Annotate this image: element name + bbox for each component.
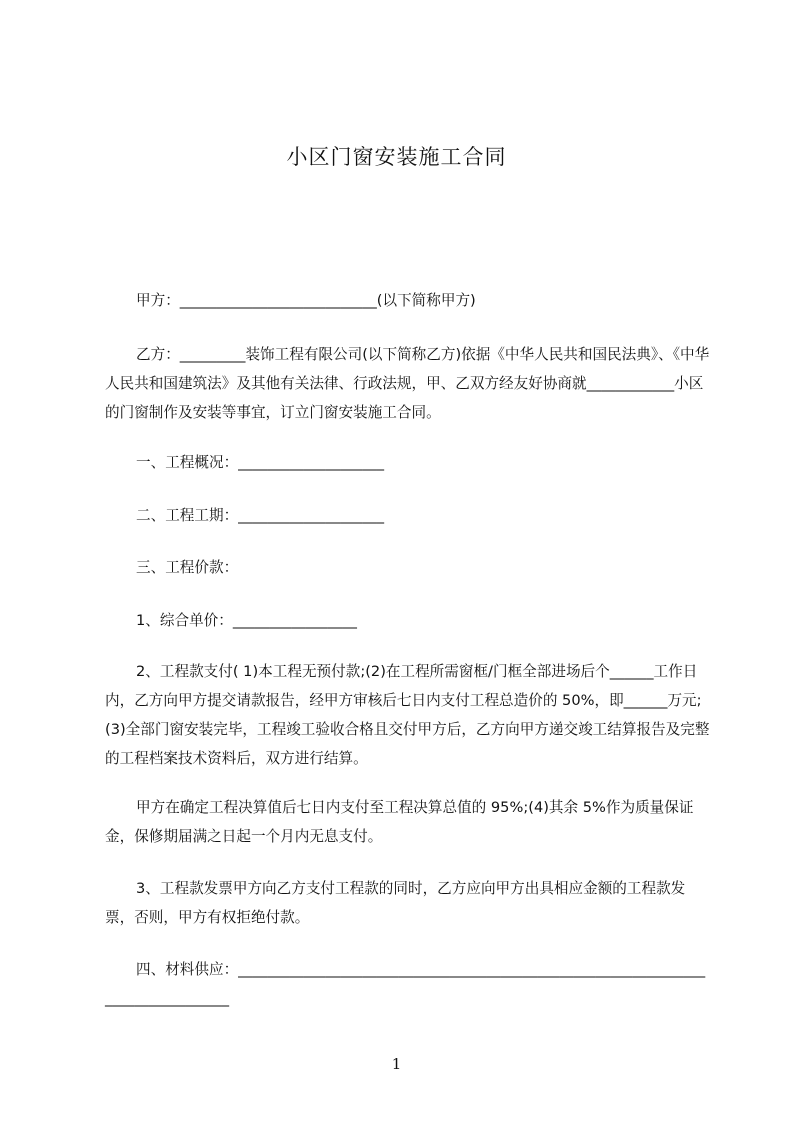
party-a-paragraph: 甲方：___________________________(以下简称甲方) bbox=[136, 292, 476, 309]
party-b-paragraph: 乙方：_________装饰工程有限公司(以下简称乙方)依据《中华人民共和国民法典》、《中华人民共和国建筑法》及其他有关法律、行政法规，甲、乙双方经友好协商就____________小区的门窗制作及安装等事宜，订立门窗安装施工合同。 bbox=[105, 346, 710, 421]
construction-period-paragraph: 二、工程工期：____________________ bbox=[136, 507, 385, 524]
material-supply-paragraph: 四、材料供应：_________________________________________________________________________________ bbox=[105, 961, 706, 1007]
unit-price-paragraph: 1、综合单价：_________________ bbox=[136, 612, 357, 629]
payment-paragraph: 2、工程款支付( 1)本工程无预付款;(2)在工程所需窗框/门框全部进场后个______工作日内，乙方向甲方提交请款报告，经甲方审核后七日内支付工程总造价的 50%，即______万元;(3)全部门窗安装完毕，工程竣工验收合格且交付甲方后，乙方向甲方递交竣工结算报告及完整的工程档案技术资料后，双方进行结算。 bbox=[105, 663, 710, 767]
page-number: 1 bbox=[391, 1055, 402, 1073]
invoice-paragraph: 3、工程款发票甲方向乙方支付工程款的同时，乙方应向甲方出具相应金额的工程款发票，否则，甲方有权拒绝付款。 bbox=[105, 880, 686, 926]
document-title: 小区门窗安装施工合同 bbox=[286, 145, 507, 169]
final-payment-paragraph: 甲方在确定工程决算值后七日内支付至工程决算总值的 95%;(4)其余 5%作为质量保证金，保修期届满之日起一个月内无息支付。 bbox=[105, 799, 694, 845]
project-price-heading: 三、工程价款： bbox=[136, 559, 239, 576]
project-overview-paragraph: 一、工程概况：____________________ bbox=[136, 454, 385, 471]
